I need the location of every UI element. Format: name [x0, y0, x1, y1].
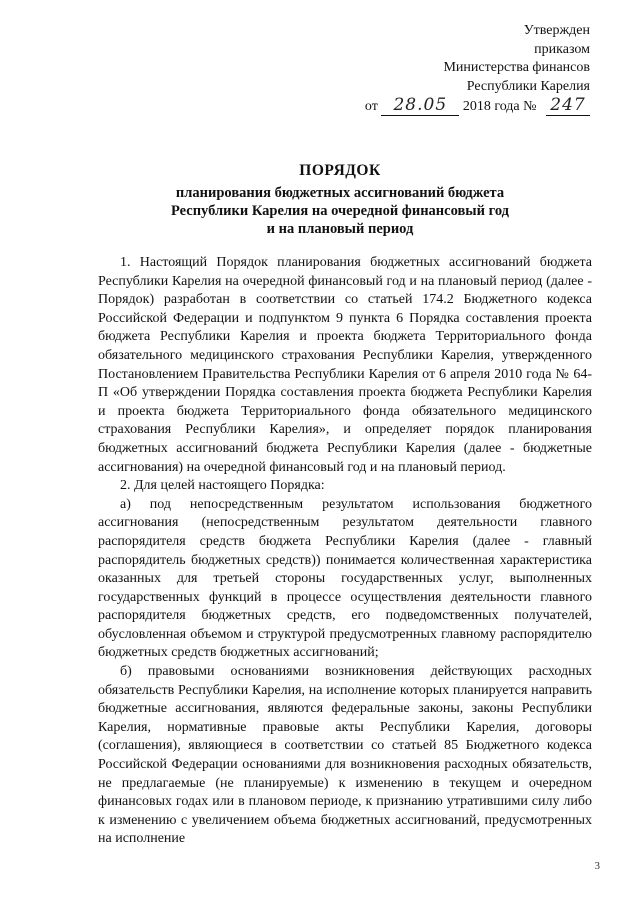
approval-line-3: Министерства финансов	[443, 60, 590, 75]
document-title	[100, 162, 580, 238]
paragraph-1: 1. Настоящий Порядок планирования бюджетных ассигнований бюджета Республики Карелия на очередной финансовый год и на плановый период (далее - Порядок) разработан в соответствии со статьей 174.2 Бюджетного кодекса Российской Федерации и подпунктом 9 пункта 6 Порядка составления проекта бюджета Республики Карелия и проекта бюджета Территориального фонда обязательного медицинского страхования Республики Карелия, утвержденного Постановлением Правительства Республики Карелия от 6 апреля 2010 года № 64-П «Об утверждении Порядка составления проекта бюджета Республики Карелия и проекта бюджета Территориального фонда обязательного медицинского страхования Республики Карелия», и определяет порядок планирования бюджетных ассигнований бюджета Республики Карелия (далее - бюджетные ассигнования) на очередной финансовый год и на плановый период.	[98, 255, 592, 475]
page-number: 3	[594, 860, 600, 872]
title-line-2: Республики Карелия на очередной финансовый год	[170, 203, 509, 219]
approval-date-line	[365, 96, 590, 117]
approval-line-4: Республики Карелия	[466, 78, 590, 94]
date-prefix: от	[364, 99, 378, 114]
title-line-1: планирования бюджетных ассигнований бюджета	[175, 185, 505, 201]
title-main: ПОРЯДОК	[299, 162, 381, 179]
document-body	[98, 254, 592, 849]
approval-stamp	[365, 22, 590, 117]
year-text: 2018 года №	[462, 99, 537, 114]
title-line-3: и на плановый период	[266, 221, 414, 237]
paragraph-2a: а) под непосредственным результатом использования бюджетного ассигнования (непосредственным результатом деятельности главного распорядителя средств бюджета Республики Карелия (далее - главный распорядитель бюджетных средств)) понимается количественная характеристика оказанных для третьей стороны государственных услуг, выполненных государственных функций в процессе осуществления деятельности главного распорядителя бюджетных средств, его подведомственных получателей, обусловленная объемом и структурой предусмотренных главному распорядителю бюджетных средств бюджетных ассигнований;	[98, 496, 592, 661]
approval-line-2: приказом	[534, 41, 590, 57]
paragraph-2: 2. Для целей настоящего Порядка:	[120, 478, 325, 494]
handwritten-order-number: 247	[546, 96, 590, 116]
approval-line-1: Утвержден	[523, 23, 590, 38]
handwritten-date: 28.05	[381, 96, 459, 116]
paragraph-2b: б) правовыми основаниями возникновения действующих расходных обязательств Республики Карелия, на исполнение которых планируется направить бюджетные ассигнования, являются федеральные законы, законы Республики Карелия, нормативные правовые акты Республики Карелия, договоры (соглашения), являющиеся в соответствии со статьей 85 Бюджетного кодекса Российской Федерации основаниями для возникновения расходных обязательств, не предлагаемые (не планируемые) к изменению в текущем и очередном финансовых годах или в плановом периоде, к признанию утратившими силу либо к изменению с увеличением объема бюджетных ассигнований, предусмотренных на исполнение	[98, 664, 592, 847]
